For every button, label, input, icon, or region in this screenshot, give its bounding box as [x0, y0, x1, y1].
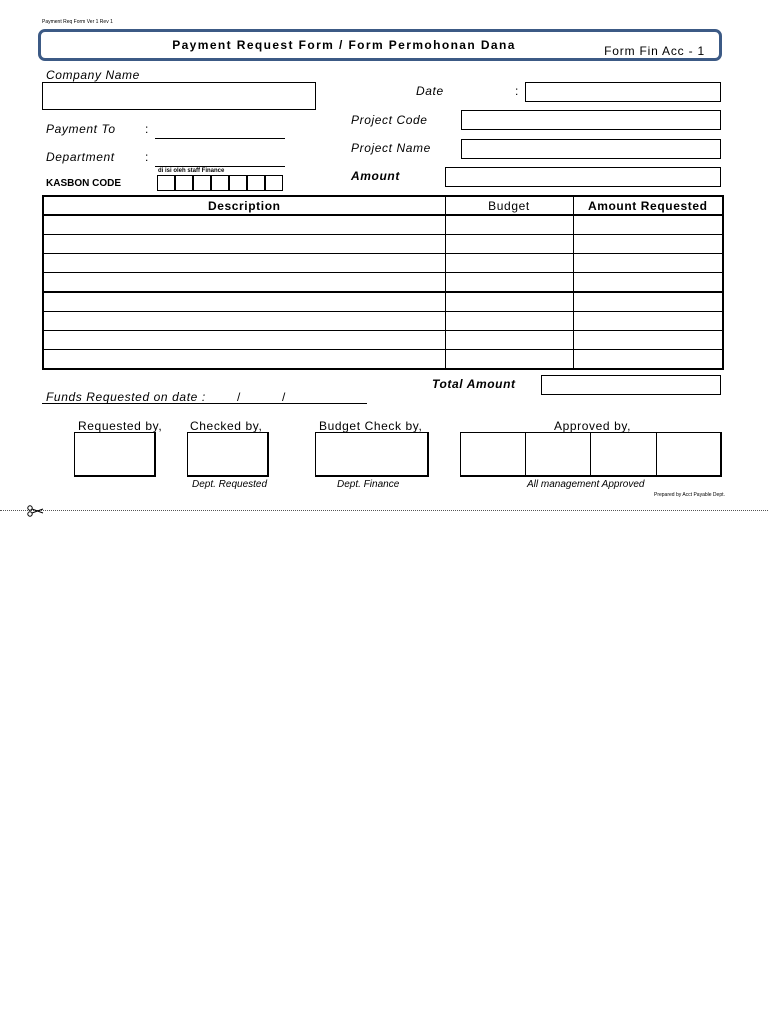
department-colon: : — [145, 150, 149, 164]
budget-check-signature-box[interactable] — [315, 432, 429, 477]
table-row — [43, 254, 723, 273]
prepared-by-note: Prepared by Acct Payable Dept. — [654, 492, 725, 498]
amount-cell[interactable] — [573, 235, 723, 254]
budget-header: Budget — [445, 196, 573, 215]
description-cell[interactable] — [43, 254, 445, 273]
total-amount-field[interactable] — [541, 375, 721, 395]
table-row — [43, 235, 723, 254]
description-cell[interactable] — [43, 273, 445, 293]
description-table — [42, 195, 724, 370]
table-row — [43, 273, 723, 293]
date-field[interactable] — [525, 82, 721, 102]
date-label: Date — [416, 84, 444, 98]
amount-cell[interactable] — [573, 273, 723, 293]
table-row — [43, 350, 723, 370]
project-name-label: Project Name — [351, 141, 431, 155]
company-name-label: Company Name — [46, 68, 140, 82]
kasbon-cell[interactable] — [157, 175, 175, 191]
funds-date-separator: / — [237, 390, 241, 404]
amount-requested-header: Amount Requested — [573, 196, 723, 215]
amount-cell[interactable] — [573, 350, 723, 370]
project-code-field[interactable] — [461, 110, 721, 130]
amount-label: Amount — [351, 169, 400, 183]
description-cell[interactable] — [43, 312, 445, 331]
version-note: Payment Req Form Ver 1 Rev 1 — [42, 19, 113, 25]
form-header — [38, 29, 722, 61]
budget-cell[interactable] — [445, 273, 573, 293]
approved-divider — [590, 432, 591, 476]
kasbon-cell[interactable] — [265, 175, 283, 191]
table-row — [43, 292, 723, 312]
cut-line — [0, 510, 768, 511]
kasbon-cell[interactable] — [247, 175, 265, 191]
kasbon-cell[interactable] — [211, 175, 229, 191]
description-cell[interactable] — [43, 235, 445, 254]
payment-to-field[interactable] — [155, 138, 285, 139]
description-cell[interactable] — [43, 331, 445, 350]
budget-cell[interactable] — [445, 235, 573, 254]
budget-cell[interactable] — [445, 350, 573, 370]
funds-date-separator: / — [282, 390, 286, 404]
budget-cell[interactable] — [445, 254, 573, 273]
date-colon: : — [515, 84, 519, 98]
approved-by-signature-box[interactable] — [460, 432, 722, 477]
approved-by-label: Approved by, — [554, 419, 632, 433]
funds-requested-label: Funds Requested on date : — [46, 390, 206, 404]
checked-by-label: Checked by, — [190, 419, 263, 433]
payment-to-colon: : — [145, 122, 149, 136]
form-title: Payment Request Form / Form Permohonan Dana — [172, 38, 516, 52]
description-cell[interactable] — [43, 350, 445, 370]
all-management-caption: All management Approved — [527, 479, 645, 490]
description-cell[interactable] — [43, 215, 445, 235]
project-name-field[interactable] — [461, 139, 721, 159]
amount-cell[interactable] — [573, 292, 723, 312]
funds-date-field[interactable] — [42, 403, 367, 404]
budget-cell[interactable] — [445, 292, 573, 312]
scissors-icon — [26, 504, 44, 522]
kasbon-cell[interactable] — [193, 175, 211, 191]
project-code-label: Project Code — [351, 113, 428, 127]
requested-by-label: Requested by, — [78, 419, 163, 433]
description-cell[interactable] — [43, 292, 445, 312]
budget-check-by-label: Budget Check by, — [319, 419, 423, 433]
dept-finance-caption: Dept. Finance — [337, 479, 400, 490]
budget-cell[interactable] — [445, 215, 573, 235]
table-row — [43, 215, 723, 235]
budget-cell[interactable] — [445, 331, 573, 350]
department-label: Department — [46, 150, 115, 164]
table-row — [43, 331, 723, 350]
dept-requested-caption: Dept. Requested — [192, 479, 268, 490]
kasbon-code-label: KASBON CODE — [46, 178, 122, 189]
kasbon-cell[interactable] — [175, 175, 193, 191]
approved-divider — [525, 432, 526, 476]
department-field[interactable] — [155, 166, 285, 167]
company-name-field[interactable] — [42, 82, 316, 110]
amount-cell[interactable] — [573, 331, 723, 350]
checked-by-signature-box[interactable] — [187, 432, 269, 477]
amount-field[interactable] — [445, 167, 721, 187]
amount-cell[interactable] — [573, 254, 723, 273]
description-header: Description — [43, 196, 445, 215]
total-amount-label: Total Amount — [432, 377, 516, 391]
payment-to-label: Payment To — [46, 122, 116, 136]
approved-divider — [656, 432, 657, 476]
kasbon-note: di isi oleh staff Finance — [158, 168, 225, 174]
budget-cell[interactable] — [445, 312, 573, 331]
requested-by-signature-box[interactable] — [74, 432, 156, 477]
kasbon-cell[interactable] — [229, 175, 247, 191]
amount-cell[interactable] — [573, 215, 723, 235]
table-row — [43, 312, 723, 331]
amount-cell[interactable] — [573, 312, 723, 331]
form-code: Form Fin Acc - 1 — [604, 44, 705, 58]
